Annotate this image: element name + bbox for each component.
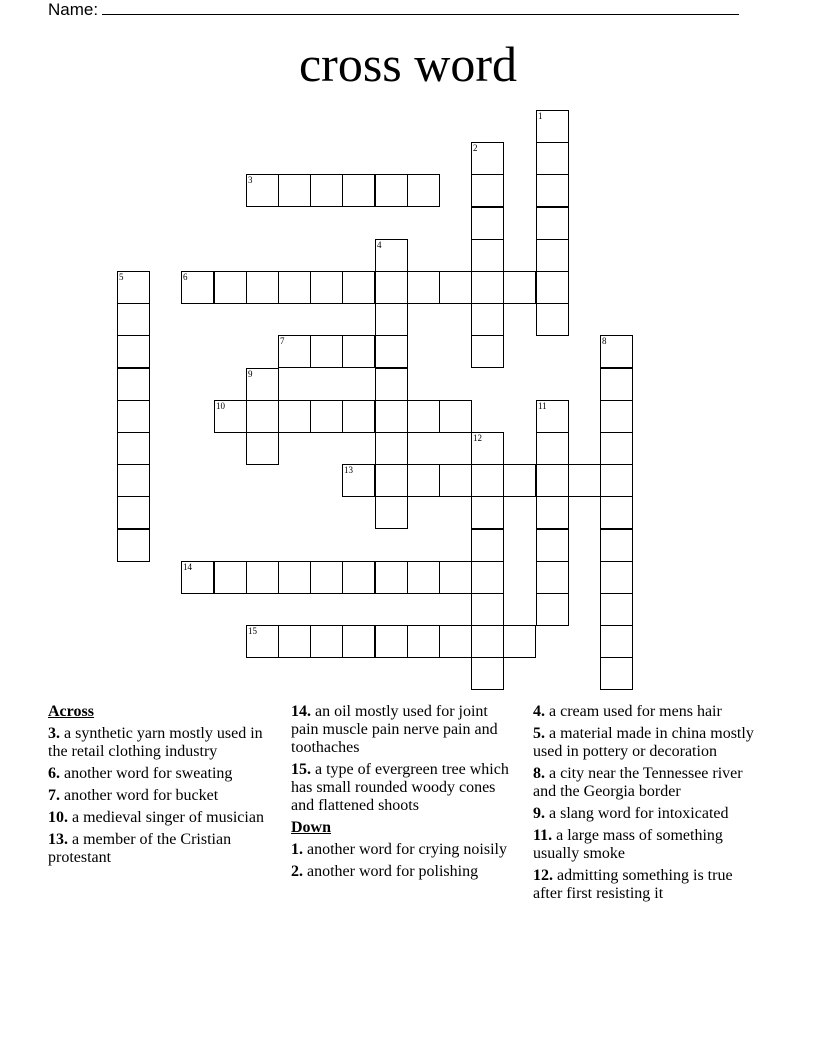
clue-text: a cream used for mens hair: [549, 703, 722, 720]
grid-cell[interactable]: [503, 625, 536, 658]
clues-column-3: [533, 703, 763, 907]
grid-cell[interactable]: [439, 464, 472, 497]
clue-number: 12.: [533, 867, 553, 884]
cell-number: 7: [280, 336, 285, 346]
clue-text: another word for bucket: [64, 787, 219, 804]
cell-number: 4: [377, 240, 382, 250]
grid-cell[interactable]: [117, 303, 150, 336]
grid-cell[interactable]: [471, 271, 504, 304]
grid-cell[interactable]: [310, 400, 343, 433]
grid-cell[interactable]: [407, 174, 440, 207]
grid-cell[interactable]: [310, 335, 343, 368]
cell-number: 9: [248, 369, 253, 379]
cell-number: 2: [473, 143, 478, 153]
cell-number: 8: [602, 336, 607, 346]
cell-number: 1: [538, 111, 543, 121]
grid-cell[interactable]: [342, 400, 375, 433]
grid-cell[interactable]: [536, 496, 569, 529]
cell-number: 10: [216, 401, 225, 411]
clue-text: a city near the Tennessee river and the Georgia border: [533, 765, 743, 800]
clue-down-9: [533, 805, 763, 823]
grid-cell[interactable]: [278, 561, 311, 594]
grid-cell[interactable]: [117, 496, 150, 529]
grid-cell[interactable]: [246, 432, 279, 465]
grid-cell[interactable]: [600, 496, 633, 529]
across-heading: Across: [48, 703, 94, 720]
clue-down-11: [533, 827, 763, 863]
grid-cell[interactable]: [471, 239, 504, 272]
cell-number: 3: [248, 175, 253, 185]
clue-across-7: [48, 787, 268, 805]
grid-cell[interactable]: [536, 400, 569, 433]
clue-number: 8.: [533, 765, 545, 782]
grid-cell[interactable]: [600, 400, 633, 433]
grid-cell[interactable]: [536, 239, 569, 272]
grid-cell[interactable]: [600, 529, 633, 562]
grid-cell[interactable]: [310, 625, 343, 658]
grid-cell[interactable]: [342, 335, 375, 368]
down-heading: Down: [291, 819, 332, 836]
grid-cell[interactable]: [246, 271, 279, 304]
grid-cell[interactable]: [117, 335, 150, 368]
grid-cell[interactable]: [246, 561, 279, 594]
grid-cell[interactable]: [181, 271, 214, 304]
grid-cell[interactable]: [375, 561, 408, 594]
grid-cell[interactable]: [117, 271, 150, 304]
grid-cell[interactable]: [407, 561, 440, 594]
clue-number: 5.: [533, 725, 545, 742]
grid-cell[interactable]: [246, 174, 279, 207]
clue-number: 6.: [48, 765, 60, 782]
grid-cell[interactable]: [471, 142, 504, 175]
grid-cell[interactable]: [536, 110, 569, 143]
clue-number: 1.: [291, 841, 303, 858]
grid-cell[interactable]: [342, 625, 375, 658]
grid-cell[interactable]: [471, 303, 504, 336]
clue-number: 13.: [48, 831, 68, 848]
grid-cell[interactable]: [117, 464, 150, 497]
grid-cell[interactable]: [310, 561, 343, 594]
grid-cell[interactable]: [375, 239, 408, 272]
clue-across-14: [291, 703, 511, 757]
grid-cell[interactable]: [600, 368, 633, 401]
grid-cell[interactable]: [471, 496, 504, 529]
grid-cell[interactable]: [375, 432, 408, 465]
clue-number: 3.: [48, 725, 60, 742]
grid-cell[interactable]: [117, 400, 150, 433]
clue-text: another word for polishing: [307, 863, 479, 880]
grid-cell[interactable]: [342, 174, 375, 207]
page-title: cross word: [298, 36, 518, 92]
grid-cell[interactable]: [536, 529, 569, 562]
grid-cell[interactable]: [375, 303, 408, 336]
grid-cell[interactable]: [536, 207, 569, 240]
grid-cell[interactable]: [310, 271, 343, 304]
grid-cell[interactable]: [471, 174, 504, 207]
grid-cell[interactable]: [471, 335, 504, 368]
grid-cell[interactable]: [278, 335, 311, 368]
grid-cell[interactable]: [375, 496, 408, 529]
clue-number: 4.: [533, 703, 545, 720]
grid-cell[interactable]: [407, 625, 440, 658]
grid-cell[interactable]: [117, 368, 150, 401]
grid-cell[interactable]: [536, 271, 569, 304]
grid-cell[interactable]: [471, 593, 504, 626]
grid-cell[interactable]: [568, 464, 601, 497]
grid-cell[interactable]: [536, 142, 569, 175]
clue-text: a material made in china mostly used in pottery or decoration: [533, 725, 754, 760]
clue-number: 10.: [48, 809, 68, 826]
clue-text: admitting something is true after first resisting it: [533, 867, 733, 902]
clue-down-8: [533, 765, 763, 801]
cell-number: 11: [538, 401, 547, 411]
grid-cell[interactable]: [246, 368, 279, 401]
grid-cell[interactable]: [439, 625, 472, 658]
grid-cell[interactable]: [439, 561, 472, 594]
clue-number: 11.: [533, 827, 553, 844]
name-label: Name:: [48, 0, 99, 19]
cell-number: 15: [248, 626, 257, 636]
grid-cell[interactable]: [471, 657, 504, 690]
cell-number: 13: [344, 465, 353, 475]
grid-cell[interactable]: [375, 400, 408, 433]
clue-text: another word for sweating: [64, 765, 233, 782]
grid-cell[interactable]: [471, 625, 504, 658]
grid-cell[interactable]: [246, 625, 279, 658]
clue-down-4: [533, 703, 763, 721]
grid-cell[interactable]: [536, 464, 569, 497]
clue-number: 15.: [291, 761, 311, 778]
grid-cell[interactable]: [600, 593, 633, 626]
clue-text: a medieval singer of musician: [72, 809, 264, 826]
grid-cell[interactable]: [600, 625, 633, 658]
grid-cell[interactable]: [375, 464, 408, 497]
grid-cell[interactable]: [375, 271, 408, 304]
grid-cell[interactable]: [214, 400, 247, 433]
clue-across-3: [48, 725, 268, 761]
grid-cell[interactable]: [503, 464, 536, 497]
grid-cell[interactable]: [600, 464, 633, 497]
grid-cell[interactable]: [600, 657, 633, 690]
grid-cell[interactable]: [471, 207, 504, 240]
grid-cell[interactable]: [471, 529, 504, 562]
grid-cell[interactable]: [214, 271, 247, 304]
grid-cell[interactable]: [342, 271, 375, 304]
clue-number: 7.: [48, 787, 60, 804]
grid-cell[interactable]: [503, 271, 536, 304]
cell-number: 5: [119, 272, 124, 282]
grid-cell[interactable]: [439, 271, 472, 304]
grid-cell[interactable]: [246, 400, 279, 433]
clue-text: a slang word for intoxicated: [549, 805, 729, 822]
grid-cell[interactable]: [375, 625, 408, 658]
cell-number: 12: [473, 433, 482, 443]
grid-cell[interactable]: [536, 593, 569, 626]
clue-down-5: [533, 725, 763, 761]
clue-across-10: [48, 809, 268, 827]
grid-cell[interactable]: [278, 625, 311, 658]
clue-across-6: [48, 765, 268, 783]
grid-cell[interactable]: [536, 174, 569, 207]
clue-across-15: [291, 761, 511, 815]
clue-across-13: [48, 831, 268, 867]
grid-cell[interactable]: [214, 561, 247, 594]
cell-number: 14: [183, 562, 192, 572]
grid-cell[interactable]: [117, 432, 150, 465]
clue-text: an oil mostly used for joint pain muscle pain nerve pain and toothaches: [291, 703, 498, 756]
grid-cell[interactable]: [342, 561, 375, 594]
clues-column-2: [291, 703, 511, 885]
grid-cell[interactable]: [536, 432, 569, 465]
grid-cell[interactable]: [439, 400, 472, 433]
grid-cell[interactable]: [310, 174, 343, 207]
clue-text: a synthetic yarn mostly used in the retail clothing industry: [48, 725, 263, 760]
clue-text: a member of the Cristian protestant: [48, 831, 232, 866]
grid-cell[interactable]: [471, 432, 504, 465]
clue-number: 14.: [291, 703, 311, 720]
clue-down-12: [533, 867, 763, 903]
grid-cell[interactable]: [342, 464, 375, 497]
clues-column-1: [48, 703, 268, 871]
clue-number: 9.: [533, 805, 545, 822]
clue-text: a large mass of something usually smoke: [533, 827, 723, 862]
grid-cell[interactable]: [407, 464, 440, 497]
grid-cell[interactable]: [471, 561, 504, 594]
grid-cell[interactable]: [278, 271, 311, 304]
grid-cell[interactable]: [600, 432, 633, 465]
grid-cell[interactable]: [375, 335, 408, 368]
grid-cell[interactable]: [278, 400, 311, 433]
grid-cell[interactable]: [375, 368, 408, 401]
clue-number: 2.: [291, 863, 303, 880]
grid-cell[interactable]: [375, 174, 408, 207]
grid-cell[interactable]: [600, 335, 633, 368]
grid-cell[interactable]: [278, 174, 311, 207]
grid-cell[interactable]: [600, 561, 633, 594]
clue-text: another word for crying noisily: [307, 841, 507, 858]
grid-cell[interactable]: [407, 400, 440, 433]
grid-cell[interactable]: [181, 561, 214, 594]
grid-cell[interactable]: [536, 303, 569, 336]
grid-cell[interactable]: [117, 529, 150, 562]
grid-cell[interactable]: [407, 271, 440, 304]
grid-cell[interactable]: [536, 561, 569, 594]
clue-text: a type of evergreen tree which has small rounded woody cones and flattened shoots: [291, 761, 509, 814]
clue-down-2: [291, 863, 511, 881]
clue-down-1: [291, 841, 511, 859]
cell-number: 6: [183, 272, 188, 282]
grid-cell[interactable]: [471, 464, 504, 497]
